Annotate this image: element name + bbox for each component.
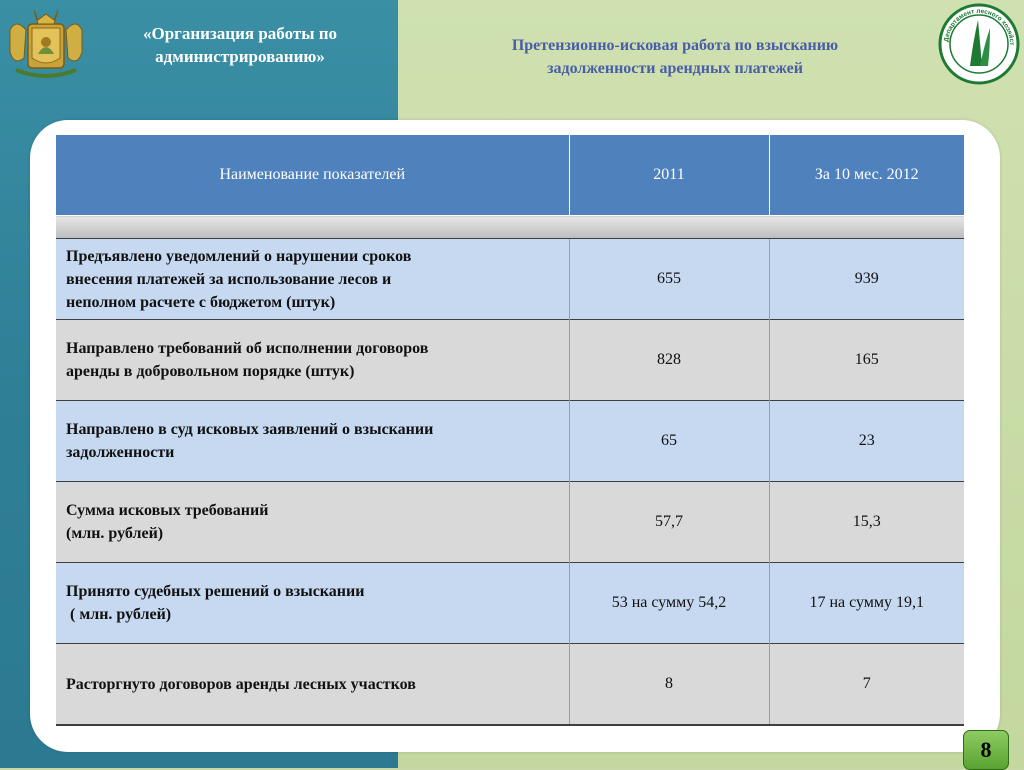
column-header-2011: 2011: [569, 135, 769, 216]
table-header-row: [56, 135, 964, 216]
section-title: [100, 22, 380, 68]
value-2011: 8: [569, 644, 769, 726]
row-label-line: Предъявлено уведомлений о нарушении сроков: [66, 247, 412, 265]
forestry-department-logo-icon: [936, 2, 1022, 86]
value-2012: 15,3: [769, 482, 964, 563]
value-2012: 7: [769, 644, 964, 726]
claims-table: [56, 135, 964, 726]
value-2011: 828: [569, 320, 769, 401]
column-header-indicator: Наименование показателей: [56, 135, 569, 216]
row-label: [56, 644, 569, 726]
row-label-line: Направлено в суд исковых заявлений о взыскании: [66, 421, 434, 438]
table-row: [56, 401, 964, 482]
table-row: [56, 239, 964, 320]
column-header-2012: За 10 мес. 2012: [769, 135, 964, 216]
row-label-line: ( млн. рублей): [66, 606, 172, 623]
row-label: [56, 239, 569, 320]
value-2012: 939: [769, 239, 964, 320]
value-2011: 655: [569, 239, 769, 320]
value-2011: 65: [569, 401, 769, 482]
slide-title: [440, 34, 910, 80]
row-label: [56, 320, 569, 401]
value-2011: 57,7: [569, 482, 769, 563]
row-label-line: (млн. рублей): [66, 525, 164, 542]
row-label-line: внесения платежей за использование лесов и: [66, 270, 392, 288]
table-row: [56, 644, 964, 726]
row-label-line: Расторгнуто договоров аренды лесных участков: [66, 675, 416, 693]
row-label-line: Направлено требований об исполнении договоров: [66, 340, 429, 357]
coat-of-arms-icon: [2, 0, 90, 84]
table-separator: [56, 216, 964, 239]
table-row: [56, 482, 964, 563]
value-2012: 17 на сумму 19,1: [769, 563, 964, 644]
value-2012: 165: [769, 320, 964, 401]
row-label-line: неполном расчете с бюджетом (штук): [66, 293, 336, 311]
row-label: [56, 401, 569, 482]
section-title-line: администрированию»: [155, 47, 325, 66]
table-row: [56, 320, 964, 401]
row-label-line: задолженности: [66, 444, 175, 461]
svg-text:Департамент лесного хозяйства: Департамент лесного хозяйст: [943, 7, 1016, 46]
slide-title-line: задолженности арендных платежей: [547, 60, 803, 77]
value-2011: 53 на сумму 54,2: [569, 563, 769, 644]
table-row: [56, 563, 964, 644]
row-label-line: Принято судебных решений о взыскании: [66, 583, 365, 600]
row-label: [56, 563, 569, 644]
value-2012: 23: [769, 401, 964, 482]
section-title-line: «Организация работы по: [142, 24, 338, 43]
row-label-line: аренды в добровольном порядке (штук): [66, 363, 355, 380]
row-label-line: Сумма исковых требований: [66, 502, 269, 519]
page-number-badge: 8: [963, 730, 1009, 770]
slide-title-line: Претензионно-исковая работа по взысканию: [511, 37, 839, 54]
row-label: [56, 482, 569, 563]
